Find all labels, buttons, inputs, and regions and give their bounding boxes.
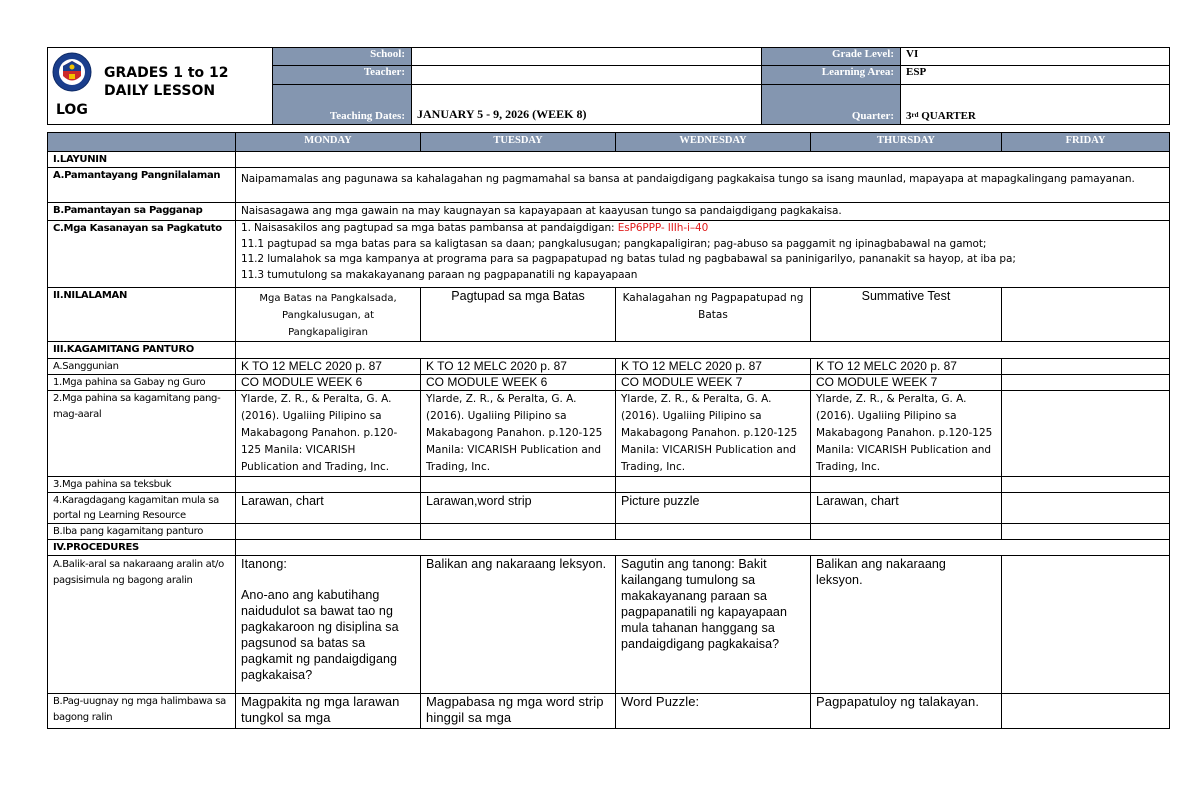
kagamitang-friday (1002, 391, 1170, 477)
day-thursday: THURSDAY (811, 133, 1002, 152)
balik-aral-thursday: Balikan ang nakaraang leksyon. (811, 556, 1002, 694)
quarter-word: QUARTER (921, 110, 976, 122)
deped-seal-icon (52, 52, 92, 92)
school-label: School: (273, 48, 412, 66)
teacher-label: Teacher: (273, 66, 412, 84)
balik-aral-monday-question: Ano-ano ang kabutihang naidudulot sa bawat tao ng pagkakaroon ng disiplina sa pagsunod sa batas sa pagkamit ng pandaigdigang pagkakaisa? (241, 588, 399, 682)
balik-aral-monday-prompt: Itanong: (241, 557, 287, 571)
table-row (48, 359, 1170, 375)
sanggunian-thursday: K TO 12 MELC 2020 p. 87 (811, 359, 1002, 375)
quarter-suffix: rd (911, 111, 919, 119)
teksbuk-thursday (811, 477, 1002, 493)
sanggunian-monday: K TO 12 MELC 2020 p. 87 (236, 359, 421, 375)
teksbuk-friday (1002, 477, 1170, 493)
header-corner (48, 133, 236, 152)
kagamitang-monday: Ylarde, Z. R., & Peralta, G. A. (2016). Ugaliing Pilipino sa Makabagong Panahon. p.120-125 Manila: VICARISH Publication and Trading, Inc. (236, 391, 421, 477)
grade-level-value[interactable]: VI (901, 48, 1170, 66)
teaching-dates-label: Teaching Dates: (273, 84, 412, 124)
row-label-kasanayan: C.Mga Kasanayan sa Pagkatuto (48, 221, 236, 288)
table-row (48, 391, 1170, 477)
pagganap-text: Naisasagawa ang mga gawain na may kaugnayan sa kapayapaan at kaayusan tungo sa pandaigdigang pagkakaisa. (236, 203, 1170, 221)
teksbuk-tuesday (421, 477, 616, 493)
layunin-cell (236, 152, 1170, 168)
iba-friday (1002, 524, 1170, 540)
karagdagang-wednesday: Picture puzzle (616, 493, 811, 524)
quarter-number: 3 (906, 110, 912, 122)
kasanayan-cell (236, 221, 1170, 288)
row-label-sanggunian: A.Sanggunian (48, 359, 236, 375)
paguugnay-tuesday: Magpabasa ng mga word strip hinggil sa mga (421, 694, 616, 729)
quarter-value[interactable] (901, 84, 1170, 124)
kasanayan-line-1: 1. Naisasakilos ang pagtupad sa mga batas pambansa at pandaigdigan: (241, 222, 618, 234)
row-label-gabay: 1.Mga pahina sa Gabay ng Guro (48, 375, 236, 391)
nilalaman-tuesday: Pagtupad sa mga Batas (421, 288, 616, 342)
paguugnay-monday: Magpakita ng mga larawan tungkol sa mga (236, 694, 421, 729)
row-label-karagdagang: 4.Karagdagang kagamitan mula sa portal ng Learning Resource (48, 493, 236, 524)
balik-aral-monday (236, 556, 421, 694)
kasanayan-line-4: 11.3 tumutulong sa makakayanang paraan ng pagpapanatili ng kapayapaan (241, 268, 638, 281)
karagdagang-thursday: Larawan, chart (811, 493, 1002, 524)
row-label-balik-aral: A.Balik-aral sa nakaraang aralin at/o pagsisimula ng bagong aralin (48, 556, 236, 694)
sanggunian-tuesday: K TO 12 MELC 2020 p. 87 (421, 359, 616, 375)
day-monday: MONDAY (236, 133, 421, 152)
table-row (48, 540, 1170, 556)
teacher-value[interactable] (412, 66, 762, 84)
table-row (48, 493, 1170, 524)
gabay-monday: CO MODULE WEEK 6 (236, 375, 421, 391)
table-row (48, 477, 1170, 493)
row-label-procedures: IV.PROCEDURES (48, 540, 236, 556)
gabay-wednesday: CO MODULE WEEK 7 (616, 375, 811, 391)
karagdagang-monday: Larawan, chart (236, 493, 421, 524)
header-table (47, 47, 1170, 125)
learning-area-value[interactable]: ESP (901, 66, 1170, 84)
row-label-pagganap: B.Pamantayan sa Pagganap (48, 203, 236, 221)
day-wednesday: WEDNESDAY (616, 133, 811, 152)
table-row (48, 375, 1170, 391)
day-tuesday: TUESDAY (421, 133, 616, 152)
kagamitang-thursday: Ylarde, Z. R., & Peralta, G. A. (2016). Ugaliing Pilipino sa Makabagong Panahon. p.120-125 Manila: VICARISH Publication and Trading, Inc. (811, 391, 1002, 477)
row-label-pamantayang: A.Pamantayang Pangnilalaman (48, 168, 236, 203)
day-header-row (48, 133, 1170, 152)
gabay-tuesday: CO MODULE WEEK 6 (421, 375, 616, 391)
paguugnay-wednesday: Word Puzzle: (616, 694, 811, 729)
day-friday: FRIDAY (1002, 133, 1170, 152)
kasanayan-line-2: 11.1 pagtupad sa mga batas para sa kaligtasan sa daan; pangkalusugan; pangkapaligiran; pag-abuso sa paggamit ng ipinagbabawal na gamot; (241, 237, 987, 250)
sanggunian-friday (1002, 359, 1170, 375)
nilalaman-wednesday: Kahalagahan ng Pagpapatupad ng Batas (616, 288, 811, 342)
balik-aral-friday (1002, 556, 1170, 694)
sanggunian-wednesday: K TO 12 MELC 2020 p. 87 (616, 359, 811, 375)
table-row (48, 524, 1170, 540)
procedures-cell (236, 540, 1170, 556)
nilalaman-monday: Mga Batas na Pangkalsada, Pangkalusugan, at Pangkapaligiran (236, 288, 421, 342)
title-line-2: DAILY LESSON (104, 83, 216, 99)
row-label-layunin: I.LAYUNIN (48, 152, 236, 168)
table-row (48, 221, 1170, 288)
row-label-iba: B.Iba pang kagamitang panturo (48, 524, 236, 540)
school-value[interactable] (412, 48, 762, 66)
kagamitang-wednesday: Ylarde, Z. R., & Peralta, G. A. (2016). Ugaliing Pilipino sa Makabagong Panahon. p.120-125 Manila: VICARISH Publication and Trading, Inc. (616, 391, 811, 477)
table-row (48, 152, 1170, 168)
row-label-kagamitang: 2.Mga pahina sa kagamitang pang-mag-aaral (48, 391, 236, 477)
kagamitan-cell (236, 342, 1170, 359)
balik-aral-tuesday: Balikan ang nakaraang leksyon. (421, 556, 616, 694)
table-row (48, 203, 1170, 221)
teaching-dates-value[interactable]: JANUARY 5 - 9, 2026 (WEEK 8) (412, 84, 762, 124)
nilalaman-thursday: Summative Test (811, 288, 1002, 342)
table-row (48, 556, 1170, 694)
kagamitang-tuesday: Ylarde, Z. R., & Peralta, G. A. (2016). Ugaliing Pilipino sa Makabagong Panahon. p.120-125 Manila: VICARISH Publication and Trading, Inc. (421, 391, 616, 477)
teksbuk-wednesday (616, 477, 811, 493)
table-row (48, 342, 1170, 359)
title-line-1: GRADES 1 to 12 (104, 65, 229, 81)
karagdagang-friday (1002, 493, 1170, 524)
iba-tuesday (421, 524, 616, 540)
paguugnay-friday (1002, 694, 1170, 729)
gabay-thursday: CO MODULE WEEK 7 (811, 375, 1002, 391)
lesson-table (47, 132, 1170, 729)
row-label-teksbuk: 3.Mga pahina sa teksbuk (48, 477, 236, 493)
table-row (48, 168, 1170, 203)
balik-aral-wednesday: Sagutin ang tanong: Bakit kailangang tumulong sa makakayanang paraan sa pagpapanatili ng kapayapaan mula tahanan hanggang sa pandaigdigang pagkakaisa? (616, 556, 811, 694)
kasanayan-line-3: 11.2 lumalahok sa mga kampanya at programa para sa pagpapatupad ng batas tulad ng pagbabawal sa paninigarilyo, pananakit sa hayop, at iba pa; (241, 253, 1016, 265)
logo-title-cell (48, 48, 273, 125)
iba-monday (236, 524, 421, 540)
table-row (48, 288, 1170, 342)
karagdagang-tuesday: Larawan,word strip (421, 493, 616, 524)
learning-area-label: Learning Area: (762, 66, 901, 84)
gabay-friday (1002, 375, 1170, 391)
row-label-nilalaman: II.NILALAMAN (48, 288, 236, 342)
iba-wednesday (616, 524, 811, 540)
pamantayang-text: Naipamamalas ang pagunawa sa kahalagahan ng pagmamahal sa bansa at pandaigdigang pagkakaisa tungo sa isang maunlad, mapayapa at mapagkalingang pamayanan. (236, 168, 1170, 203)
kasanayan-code: EsP6PPP- IIIh-i–40 (617, 222, 709, 234)
table-row (48, 694, 1170, 729)
paguugnay-thursday: Pagpapatuloy ng talakayan. (811, 694, 1002, 729)
row-label-kagamitan: III.KAGAMITANG PANTURO (48, 342, 236, 359)
nilalaman-friday (1002, 288, 1170, 342)
iba-thursday (811, 524, 1002, 540)
title-line-3: LOG (56, 102, 88, 118)
row-label-paguugnay: B.Pag-uugnay ng mga halimbawa sa bagong ralin (48, 694, 236, 729)
teksbuk-monday (236, 477, 421, 493)
grade-level-label: Grade Level: (762, 48, 901, 66)
quarter-label: Quarter: (762, 84, 901, 124)
